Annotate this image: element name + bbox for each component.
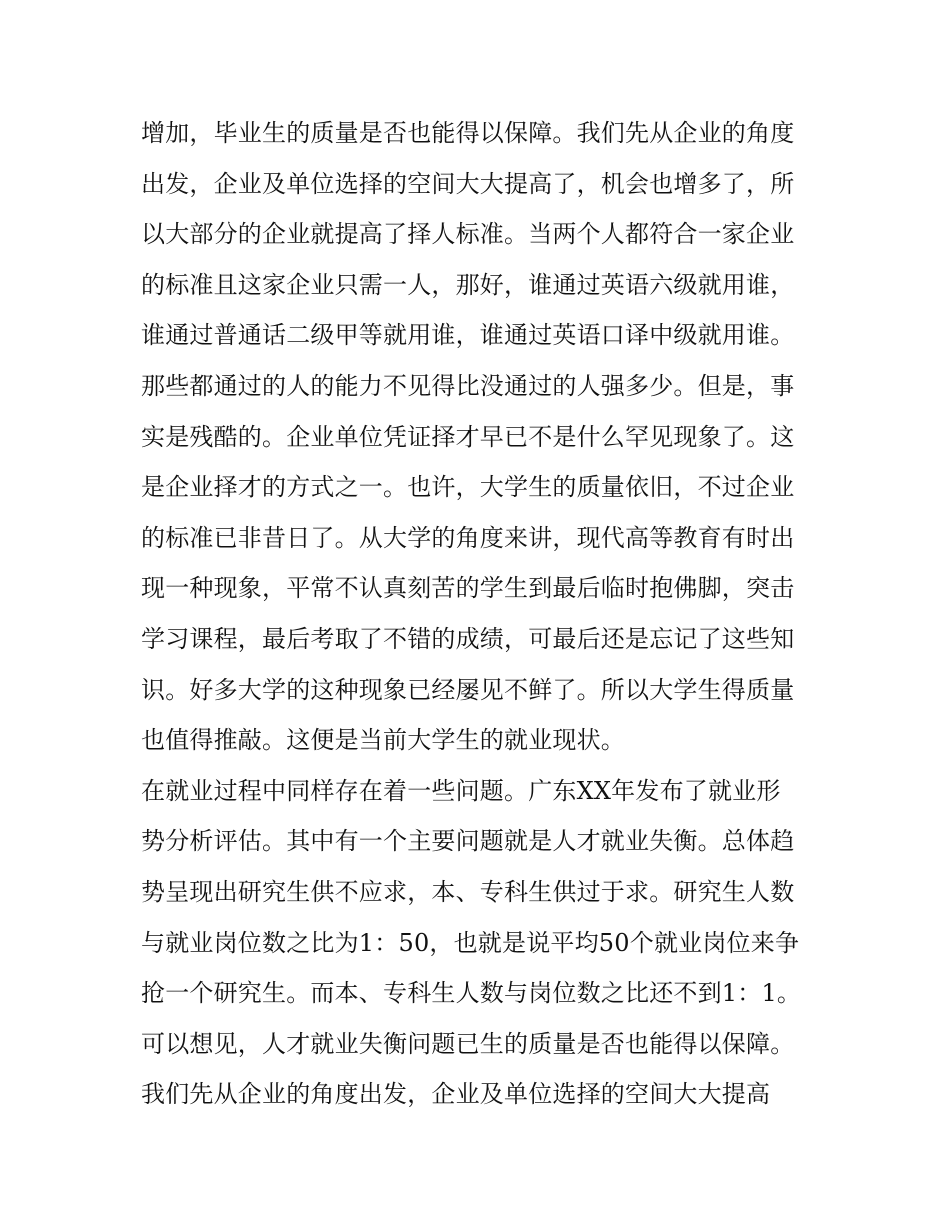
text-line: 可以想见，人才就业失衡问题已生的质量是否也能得以保障。 [141,1029,795,1058]
text-line: 识。好多大学的这种现象已经屡见不鲜了。所以大学生得质量 [141,675,795,704]
text-line: 现一种现象，平常不认真刻苦的学生到最后临时抱佛脚，突击 [141,574,795,603]
text-line: 势呈现出研究生供不应求，本、专科生供过于求。研究生人数 [141,877,795,906]
text-line: 实是残酷的。企业单位凭证择才早已不是什么罕见现象了。这 [141,422,795,451]
text-line: 与就业岗位数之比为1：50，也就是说平均50个就业岗位来争 [141,928,800,957]
text-line: 抢一个研究生。而本、专科生人数与岗位数之比还不到1：1。 [141,979,802,1008]
document-body-text [141,108,821,1120]
text-line: 增加，毕业生的质量是否也能得以保障。我们先从企业的角度 [141,119,795,147]
text-line: 在就业过程中同样存在着一些问题。广东XX年发布了就业形 [141,776,781,805]
text-line: 势分析评估。其中有一个主要问题就是人才就业失衡。总体趋 [141,827,795,856]
text-line: 学习课程，最后考取了不错的成绩，可最后还是忘记了这些知 [141,624,795,653]
text-line: 是企业择才的方式之一。也许，大学生的质量依旧，不过企业 [141,473,795,502]
text-line: 出发，企业及单位选择的空间大大提高了，机会也增多了，所 [141,169,795,198]
text-line: 的标准已非昔日了。从大学的角度来讲，现代高等教育有时出 [141,523,795,552]
text-line: 那些都通过的人的能力不见得比没通过的人强多少。但是，事 [141,371,795,400]
text-line: 的标准且这家企业只需一人，那好，谁通过英语六级就用谁， [141,270,795,299]
text-line: 以大部分的企业就提高了择人标准。当两个人都符合一家企业 [141,220,795,249]
text-line: 也值得推敲。这便是当前大学生的就业现状。 [141,726,625,755]
text-line: 谁通过普通话二级甲等就用谁，谁通过英语口译中级就用谁。 [141,321,795,350]
text-line: 我们先从企业的角度出发，企业及单位选择的空间大大提高 [141,1080,771,1109]
